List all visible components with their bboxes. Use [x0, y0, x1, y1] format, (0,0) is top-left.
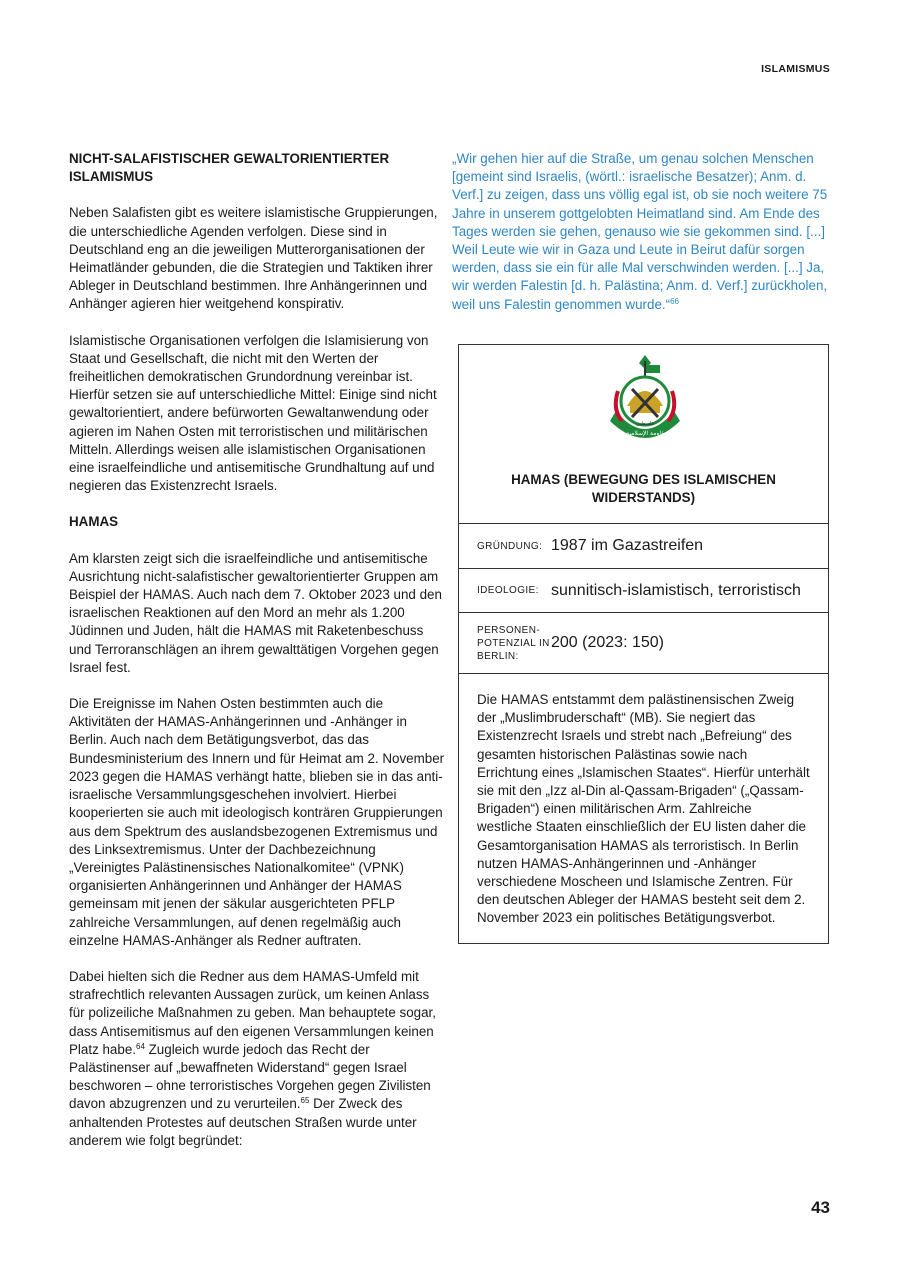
info-row-personnel [459, 612, 828, 673]
infobox-title: HAMAS (BEWEGUNG DES ISLAMISCHEN WIDERSTANDS) [511, 472, 776, 506]
footnote-ref-66[interactable]: 66 [670, 296, 679, 306]
info-row-founding [459, 523, 828, 568]
page-number: 43 [811, 1198, 830, 1217]
footnote-ref-65[interactable]: 65 [300, 1096, 310, 1106]
section-heading-islamismus: NICHT-SALAFISTISCHER GEWALTORIENTIERTER ISLAMISMUS [69, 151, 390, 185]
info-label: PERSONEN-POTENZIAL IN BERLIN: [477, 624, 550, 662]
section-heading-hamas: HAMAS [69, 514, 119, 530]
left-column [69, 150, 445, 1150]
logo-lettering: حركة المقاومة الإسلامية - حماس [603, 430, 687, 437]
logo-word: فلسطين [636, 421, 654, 427]
paragraph: Die Ereignisse im Nahen Osten bestimmten auch die Aktivitäten der HAMAS-Anhängerinnen und -Anhänger in Berlin. Auch nach dem Betätigungsverbot, das das Bundesministerium des Innern und für Heimat am 2. November 2023 gegen die HAMAS verhängt hatte, blieben sie in das anti-israelische Versammlungsgeschehen involviert. Hierbei kooperierten sie auch mit ideologisch konträren Gruppierungen aus dem Spektrum des auslandsbezogenen Extremismus und des Linksextremismus. Unter der Dachbezeichnung „Vereinigtes Palästinensisches Nationalkomitee“ (VPNK) organisierten Anhängerinnen und Anhänger der HAMAS gemeinsam mit jenen der säkular ausgerichteten PFLP zahlreiche Versammlungen, auf denen regelmäßig auch einzelne HAMAS-Anhänger als Redner auftraten. [69, 696, 445, 948]
infobox-description: Die HAMAS entstammt dem palästinensischen Zweig der „Muslimbruderschaft“ (MB). Sie negiert das Existenzrecht Israels und strebt nach „Befreiung“ des gesamten historischen Palästinas sowie nach Errichtung eines „Islamischen Staates“. Hierfür unterhält sie mit den „Izz al-Din al-Qassam-Brigaden“ („Qassam-Brigaden“) einen militärischen Arm. Zahlreiche westliche Staaten einschließlich der EU listen daher die Gesamtorganisation HAMAS als terroristisch. In Berlin nutzen HAMAS-Anhängerinnen und -Anhänger verschiedene Moscheen und Islamische Zentren. Für den deutschen Ableger der HAMAS besteht seit dem 2. November 2023 ein politisches Betätigungsverbot. [459, 673, 828, 928]
paragraph: Neben Salafisten gibt es weitere islamistische Gruppierungen, die unterschiedliche Agenden verfolgen. Diese sind in Deutschland eng an die jeweiligen Mutterorganisationen der Heimatländer gebunden, die die Strategien und Taktiken ihrer Ableger in Deutschland bestimmen. Ihre Anhängerinnen und Anhänger agieren hier weitgehend konspirativ. [69, 205, 438, 312]
paragraph: Dabei hielten sich die Redner aus dem HAMAS-Umfeld mit strafrechtlich relevanten Aussagen zurück, um keinen Anlass für polizeiliche Maßnahmen zu geben. Man behauptete sogar, dass Antisemitismus auf den eigenen Versammlungen keinen Platz habe.$^{64}$ Zugleich wurde jedoch das Recht der Palästinenser auf „bewaffneten Widerstand“ gegen Israel beschworen – ohne terroristisches Vorgehen gegen Zivilisten davon abzugrenzen und zu verurteilen.$^{65}$ Der Zweck des anhaltenden Protestes auf deutschen Straßen wurde unter anderem wie folgt begründet: [69, 968, 436, 1148]
hamas-emblem-icon [602, 351, 688, 451]
paragraph: Islamistische Organisationen verfolgen die Islamisierung von Staat und Gesellschaft, die nicht mit den Werten der freiheitlichen demokratischen Grundordnung vereinbar ist. Hierfür setzen sie auf unterschiedliche Mittel: Einige sind nicht gewaltorientiert, andere befürworten Gewaltanwendung oder agieren im Nahen Osten mit terroristischen und militärischen Mitteln. Allerdings weisen alle islamistischen Organisationen eine israelfeindliche und antisemitische Grundhaltung auf und negieren das Existenzrecht Israels. [69, 332, 437, 494]
section-header: ISLAMISMUS [761, 63, 830, 75]
info-row-ideology [459, 568, 828, 612]
logo-area [459, 345, 828, 457]
info-value: 1987 im Gazastreifen [551, 537, 704, 554]
quote-block: „Wir gehen hier auf die Straße, um genau solchen Menschen [gemeint sind Israelis, (wörtl.: israelische Besatzer); Anm. d. Verf.] zu zeigen, dass uns völlig egal ist, ob sie noch weitere 75 Jahre in unserem gottgelobten Heimatland sind. Am Ende des Tages werden sie gehen, genauso wie sie gekommen sind. [...] Weil Leute wie wir in Gaza und Leute in Beirut dafür sorgen werden, dass sie ein für alle Mal verschwinden werden. [...] Ja, wir werden Falestin [d. h. Palästina; Anm. d. Verf.] zurückholen, weil uns Falestin genommen wurde.“$^{66}$ [452, 151, 828, 312]
info-label: IDEOLOGIE: [477, 585, 539, 596]
footnote-ref-64[interactable]: 64 [136, 1041, 145, 1051]
info-value: sunnitisch-islamistisch, terroristisch [551, 581, 801, 599]
hamas-infobox [458, 344, 829, 944]
info-value: 200 (2023: 150) [551, 634, 664, 651]
paragraph: Am klarsten zeigt sich die israelfeindliche und antisemitische Ausrichtung nicht-salafistischer gewaltorientierter Gruppen am Beispiel der HAMAS. Auch nach dem 7. Oktober 2023 und den israelischen Reaktionen auf den Mord an mehr als 1.200 Jüdinnen und Juden, hält die HAMAS mit Raketenbeschuss und Terroranschlägen an ihrem gewalttätigen Vorgehen gegen Israel fest. [69, 550, 442, 675]
info-label: GRÜNDUNG: [477, 540, 543, 552]
